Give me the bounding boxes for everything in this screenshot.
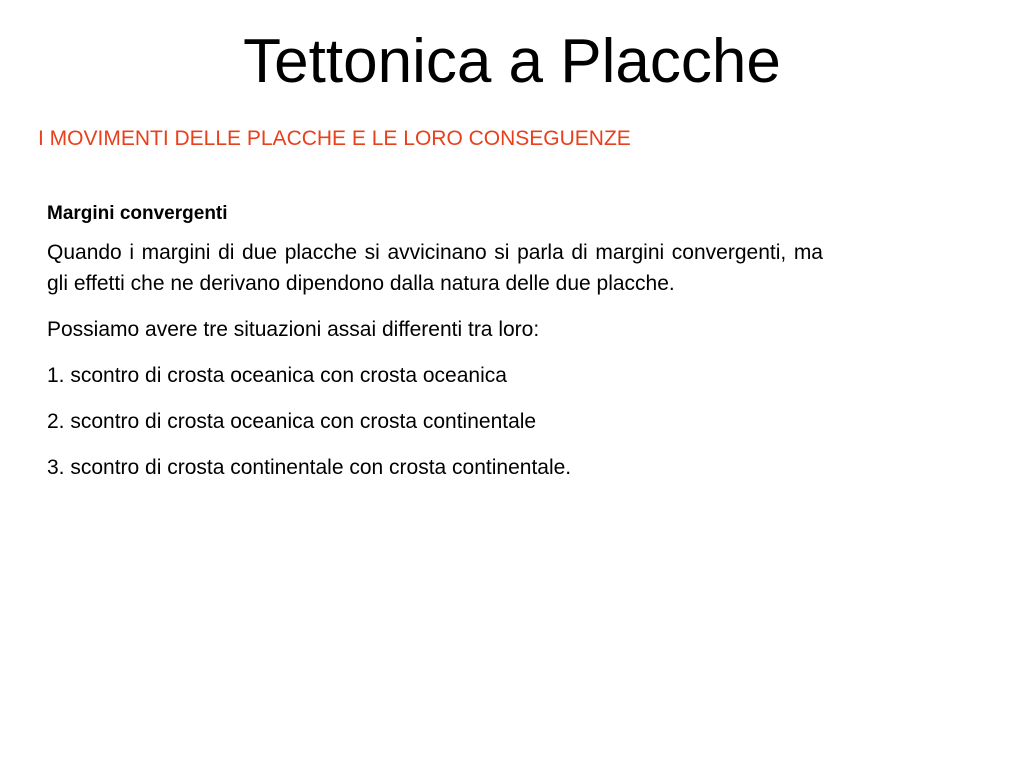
- list-item-1: 1. scontro di crosta oceanica con crosta oceanica: [47, 364, 507, 387]
- list-item-3: 3. scontro di crosta continentale con crosta continentale.: [47, 456, 572, 479]
- section-heading: Margini convergenti: [47, 203, 228, 224]
- intro-line: Possiamo avere tre situazioni assai differenti tra loro:: [47, 318, 540, 341]
- list-item-2: 2. scontro di crosta oceanica con crosta continentale: [47, 410, 537, 433]
- slide-body: [47, 198, 823, 498]
- slide-subtitle: I MOVIMENTI DELLE PLACCHE E LE LORO CONSEGUENZE: [38, 127, 631, 150]
- slide-title: Tettonica a Placche: [243, 27, 781, 96]
- body-paragraph: Quando i margini di due placche si avvicinano si parla di margini convergenti, ma gli effetti che ne derivano dipendono dalla natura delle due placche.: [47, 241, 823, 295]
